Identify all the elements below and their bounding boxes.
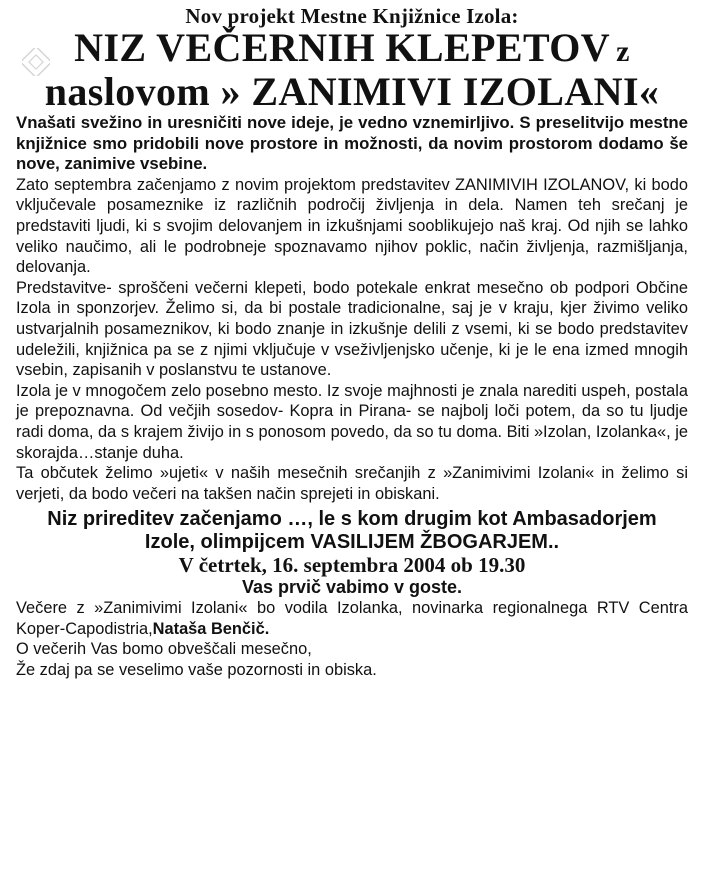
closing-line: O večerih Vas bomo obveščali mesečno, [16,640,312,659]
headline-z: z [616,35,630,68]
body-paragraph: Ta občutek želimo »ujeti« v naših mesečnih srečanjih z »Zanimivimi Izolani« in želimo si verjeti, da bodo večeri na takšen način sprejeti in obiskani. [16,464,688,503]
body-paragraph: Zato septembra začenjamo z novim projektom predstavitev ZANIMIVIH IZOLANOV, ki bodo vključevale posameznike iz različnih področij življenja in dela. Namen teh srečanj je predstaviti ljudi, ki s svojim delovanjem in izkušnjami sooblikujejo naš kraj. Od njih se lahko veliko naučimo, ali le podrobneje spoznavamo njihov poklic, način življenja, razmišljanja, delovanja. [16,175,688,277]
announcement-line: Niz prireditev začenjamo …, le s kom drugim kot Ambasadorjem [47,508,657,531]
watermark-stamp-icon [22,48,50,76]
closing-line: Že zdaj pa se veselimo vaše pozornosti in obiska. [16,660,377,679]
headline-line2: naslovom » ZANIMIVI IZOLANI« [44,69,660,114]
body-paragraph: Izola je v mnogočem zelo posebno mesto. Iz svoje majhnosti je znala narediti uspeh, postala je prepoznavna. Od večjih sosedov- Kopra in Pirana- se najbolj loči potem, da so tu ljudje radi doma, da s krajem živijo in s ponosom povedo, da so tu doma. Biti »Izolan, Izolanka«, je skorajda…stanje duha. [16,381,688,462]
headline [16,25,688,72]
body-paragraph: Predstavitve- sproščeni večerni klepeti, bodo potekale enkrat mesečno ob podpori Občine Izola in sponzorjev. Želimo si, da bi postale tradicionalne, saj je v kraju, kjer živimo veliko ustvarjalnih posameznikov, ki bodo znanje in izkušnje delili z vsemi, ki se bodo predstavitev udeležili, knjižnica pa se z njimi vključuje v vseživljenjsko učenje, ki je le ena izmed mnogih vsebin, zapisanih v poslanstvu te ustanove. [16,278,688,380]
host-name: Nataša Benčič. [152,619,270,638]
headline-main: NIZ VEČERNIH KLEPETOV [74,25,611,70]
host-text: Večere z »Zanimivimi Izolani« bo vodila Izolanka, novinarka regionalnega RTV Centra Koper-Capodistria, [16,599,688,638]
overline: Nov projekt Mestne Knjižnice Izola: [185,4,519,28]
invitation-line: Vas prvič vabimo v goste. [241,577,463,598]
event-date: V četrtek, 16. septembra 2004 ob 19.30 [178,553,526,578]
host-paragraph [16,598,688,639]
lead-paragraph: Vnašati svežino in uresničiti nove ideje, je vedno vznemirljivo. S preselitvijo mestne knjižnice smo pridobili nove prostore in možnosti, da novim prostorom dodamo še nove, zanimive vsebine. [16,113,688,174]
announcement-line: Izole, olimpijcem VASILIJEM ŽBOGARJEM.. [144,531,560,554]
